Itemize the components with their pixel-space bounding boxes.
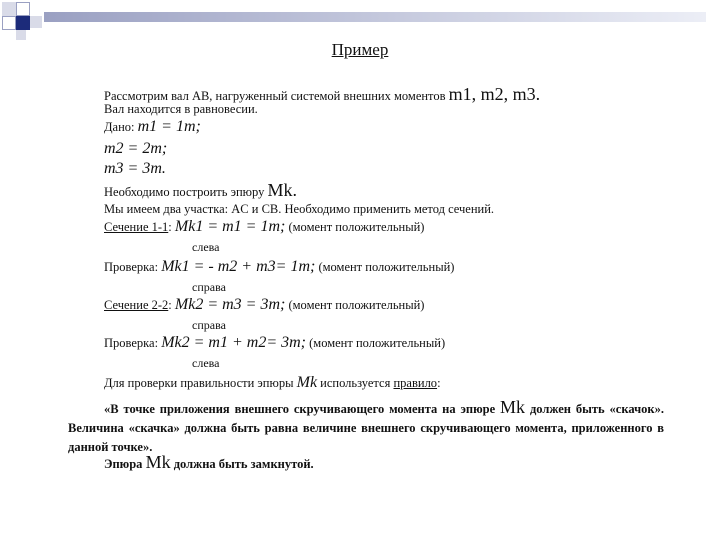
top-gradient-bar bbox=[44, 12, 706, 22]
rule-text: Для проверки правильности эпюры bbox=[104, 376, 297, 390]
rule-symbol: Mk bbox=[296, 374, 318, 391]
rule-word: правило bbox=[393, 376, 438, 390]
given-m3: m3 = 3m. bbox=[104, 160, 166, 177]
section-1-line: Сечение 1-1: Mk1 = m1 = 1m; (момент положительный) bbox=[104, 218, 425, 235]
given-m2-line bbox=[104, 140, 167, 158]
check-1-line bbox=[104, 258, 454, 276]
sections-line: Мы имеем два участка: AC и CB. Необходимо применить метод сечений. bbox=[104, 202, 495, 216]
moments-list: m1, m2, m3. bbox=[448, 84, 541, 104]
section-1-note: (момент положительный) bbox=[288, 220, 425, 234]
section-2-note: (момент положительный) bbox=[288, 298, 425, 312]
decor-square bbox=[30, 16, 42, 28]
task-line bbox=[104, 180, 297, 201]
decor-square bbox=[16, 30, 26, 40]
check-1-side: справа bbox=[192, 280, 226, 294]
intro-text: Рассмотрим вал АВ, нагруженный системой внешних моментов bbox=[104, 89, 449, 103]
task-symbol: Mk. bbox=[267, 180, 297, 200]
check-2-side: слева bbox=[192, 356, 220, 370]
decor-square bbox=[16, 16, 30, 30]
given-prefix: Дано: bbox=[104, 120, 138, 134]
check-1-label: Проверка: bbox=[104, 260, 162, 274]
closing-symbol: Mk bbox=[145, 452, 171, 472]
decor-square bbox=[2, 2, 16, 16]
rule-line bbox=[104, 374, 441, 392]
given-line bbox=[104, 118, 201, 136]
check-1-note: (момент положительный) bbox=[318, 260, 455, 274]
given-m1: m1 = 1m; bbox=[137, 118, 201, 135]
section-2-label: Сечение 2-2 bbox=[104, 298, 169, 312]
section-1-label: Сечение 1-1 bbox=[104, 220, 169, 234]
rule-paragraph-symbol: Mk bbox=[500, 397, 526, 417]
section-2-side: справа bbox=[192, 318, 226, 332]
closing-pre: Эпюра bbox=[104, 457, 146, 471]
slide-title: Пример bbox=[331, 40, 389, 59]
rule-paragraph-start: «В точке приложения внешнего скручивающего момента на эпюре bbox=[104, 402, 501, 416]
equilibrium-line: Вал находится в равновесии. bbox=[104, 102, 258, 116]
section-2-eq: Mk2 = m3 = 3m; bbox=[174, 296, 286, 313]
check-1-eq: Mk1 = - m2 + m3= 1m; bbox=[161, 258, 316, 275]
section-2-line: Сечение 2-2: Mk2 = m3 = 3m; (момент положительный) bbox=[104, 296, 425, 313]
given-m2: m2 = 2m; bbox=[104, 140, 168, 157]
closing-post: должна быть замкнутой. bbox=[170, 457, 314, 471]
check-2-eq: Mk2 = m1 + m2= 3m; bbox=[161, 334, 306, 351]
check-2-note: (момент положительный) bbox=[309, 336, 446, 350]
rule-paragraph-end: должен быть «скачок». Величина «скачка» должна быть равна величине внешнего скручивающего момента, приложенного в данной точке». bbox=[68, 402, 664, 454]
given-m3-line bbox=[104, 160, 166, 178]
decor-square bbox=[2, 16, 16, 30]
closing-line bbox=[104, 452, 314, 473]
check-2-label: Проверка: bbox=[104, 336, 162, 350]
section-1-side: слева bbox=[192, 240, 220, 254]
rule-paragraph bbox=[68, 398, 664, 457]
decor-square bbox=[16, 2, 30, 16]
section-1-eq: Mk1 = m1 = 1m; bbox=[174, 218, 286, 235]
rule-mid: используется bbox=[317, 376, 394, 390]
rule-end: : bbox=[437, 376, 441, 390]
check-2-line bbox=[104, 334, 445, 352]
task-text: Необходимо построить эпюру bbox=[104, 185, 268, 199]
